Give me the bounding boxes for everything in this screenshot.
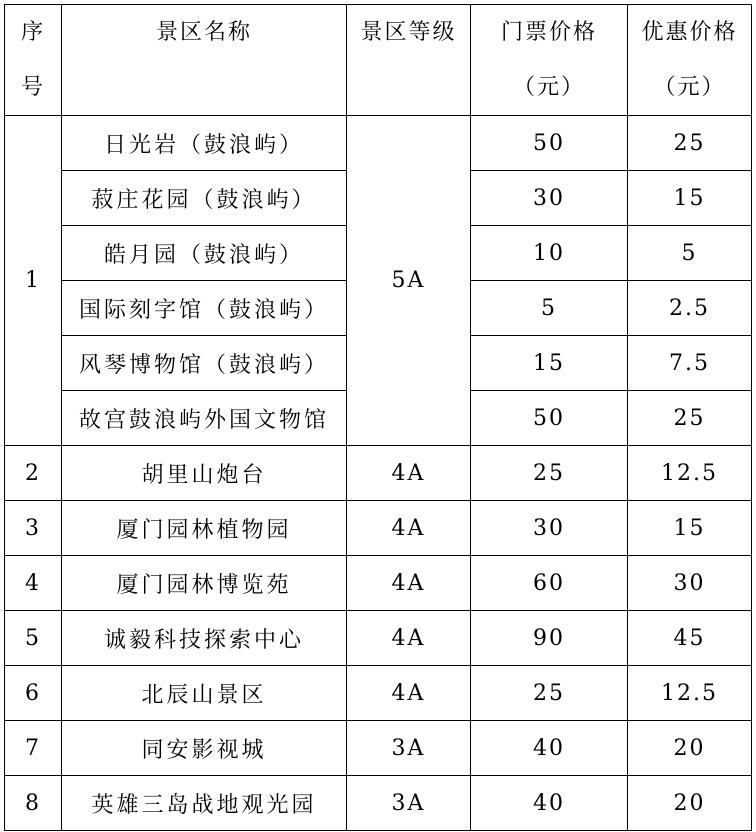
- cell-name: 诚毅科技探索中心: [62, 611, 347, 666]
- cell-level: 4A: [347, 446, 471, 501]
- header-row: [5, 5, 752, 116]
- cell-discount: 25: [628, 116, 752, 171]
- cell-discount: 30: [628, 556, 752, 611]
- cell-discount: 7.5: [628, 336, 752, 391]
- header-price: 门票价格 （元）: [471, 5, 628, 116]
- cell-seq: 8: [5, 776, 62, 831]
- cell-name: 菽庄花园（鼓浪屿）: [62, 171, 347, 226]
- cell-name: 北辰山景区: [62, 666, 347, 721]
- table-row: [5, 611, 752, 666]
- cell-price: 40: [471, 721, 628, 776]
- header-level: 景区等级: [347, 5, 471, 116]
- cell-discount: 45: [628, 611, 752, 666]
- cell-seq: 2: [5, 446, 62, 501]
- table-row: [5, 721, 752, 776]
- cell-price: 25: [471, 666, 628, 721]
- cell-level: 4A: [347, 611, 471, 666]
- cell-name: 同安影视城: [62, 721, 347, 776]
- cell-level: 4A: [347, 666, 471, 721]
- cell-discount: 20: [628, 721, 752, 776]
- cell-seq: 7: [5, 721, 62, 776]
- cell-price: 90: [471, 611, 628, 666]
- header-seq: 序 号: [5, 5, 62, 116]
- cell-level: 3A: [347, 721, 471, 776]
- cell-price: 5: [471, 281, 628, 336]
- cell-discount: 15: [628, 171, 752, 226]
- cell-seq: 5: [5, 611, 62, 666]
- cell-discount: 25: [628, 391, 752, 446]
- cell-price: 15: [471, 336, 628, 391]
- cell-name: 日光岩（鼓浪屿）: [62, 116, 347, 171]
- table-row: [5, 666, 752, 721]
- cell-price: 50: [471, 116, 628, 171]
- cell-name: 皓月园（鼓浪屿）: [62, 226, 347, 281]
- cell-seq: 1: [5, 116, 62, 446]
- scenic-price-table: [4, 4, 752, 831]
- cell-discount: 5: [628, 226, 752, 281]
- cell-level: 4A: [347, 556, 471, 611]
- header-name: 景区名称: [62, 5, 347, 116]
- cell-seq: 4: [5, 556, 62, 611]
- cell-price: 60: [471, 556, 628, 611]
- cell-level: 3A: [347, 776, 471, 831]
- cell-discount: 15: [628, 501, 752, 556]
- cell-name: 胡里山炮台: [62, 446, 347, 501]
- cell-name: 故宫鼓浪屿外国文物馆: [62, 391, 347, 446]
- header-discount: 优惠价格 （元）: [628, 5, 752, 116]
- cell-seq: 3: [5, 501, 62, 556]
- table-row: [5, 501, 752, 556]
- cell-price: 30: [471, 171, 628, 226]
- cell-discount: 12.5: [628, 666, 752, 721]
- cell-price: 10: [471, 226, 628, 281]
- cell-price: 30: [471, 501, 628, 556]
- table-row: [5, 556, 752, 611]
- table-row: [5, 446, 752, 501]
- cell-level: 4A: [347, 501, 471, 556]
- cell-name: 英雄三岛战地观光园: [62, 776, 347, 831]
- cell-price: 50: [471, 391, 628, 446]
- cell-name: 厦门园林植物园: [62, 501, 347, 556]
- cell-name: 风琴博物馆（鼓浪屿）: [62, 336, 347, 391]
- cell-level: 5A: [347, 116, 471, 446]
- table-row: [5, 116, 752, 171]
- cell-discount: 12.5: [628, 446, 752, 501]
- cell-price: 40: [471, 776, 628, 831]
- cell-discount: 20: [628, 776, 752, 831]
- cell-price: 25: [471, 446, 628, 501]
- cell-name: 厦门园林博览苑: [62, 556, 347, 611]
- table-row: [5, 776, 752, 831]
- cell-name: 国际刻字馆（鼓浪屿）: [62, 281, 347, 336]
- cell-seq: 6: [5, 666, 62, 721]
- cell-discount: 2.5: [628, 281, 752, 336]
